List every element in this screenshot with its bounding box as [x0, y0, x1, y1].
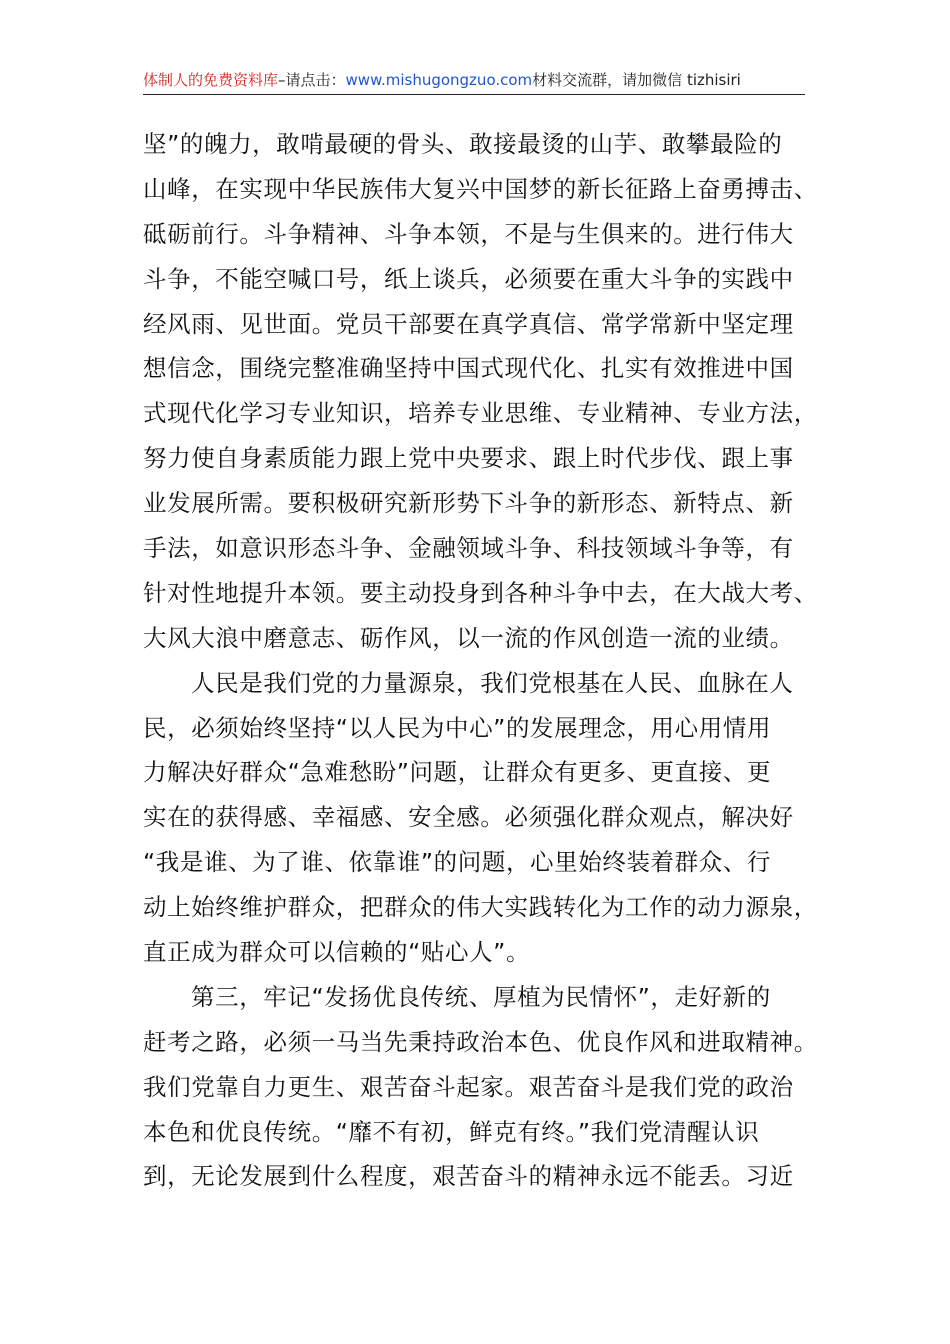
text-line: 斗争，不能空喊口号，纸上谈兵，必须要在重大斗争的实践中 — [143, 264, 794, 293]
text-line: 大风大浪中磨意志、砺作风，以一流的作风创造一流的业绩。 — [143, 623, 794, 652]
page-header — [143, 68, 805, 95]
text-line: 到，无论发展到什么程度，艰苦奋斗的精神永远不能丢。习近 — [143, 1162, 794, 1191]
text-line: 想信念，围绕完整准确坚持中国式现代化、扎实有效推进中国 — [143, 354, 794, 383]
text-line: “我是谁、为了谁、依靠谁”的问题，心里始终装着群众、行 — [143, 848, 772, 877]
document-body — [143, 122, 818, 1199]
text-line: 直正成为群众可以信赖的“贴心人”。 — [143, 938, 531, 967]
text-line: 砥砺前行。斗争精神、斗争本领，不是与生俱来的。进行伟大 — [143, 219, 794, 248]
text-line: 实在的获得感、幸福感、安全感。必须强化群众观点，解决好 — [143, 803, 794, 832]
paragraph-start-line: 第三，牢记“发扬优良传统、厚植为民情怀”，走好新的 — [191, 982, 771, 1011]
paragraph-start-line: 人民是我们党的力量源泉，我们党根基在人民、血脉在人 — [191, 668, 794, 697]
text-line: 式现代化学习专业知识，培养专业思维、专业精神、专业方法， — [143, 399, 818, 428]
text-line: 赶考之路，必须一马当先秉持政治本色、优良作风和进取精神。 — [143, 1027, 818, 1056]
header-brand: 体制人的免费资料库 — [143, 71, 279, 89]
text-line: 业发展所需。要积极研究新形势下斗争的新形态、新特点、新 — [143, 489, 794, 518]
header-tail: 材料交流群，请加微信 tizhisiri — [532, 71, 741, 89]
text-line: 动上始终维护群众，把群众的伟大实践转化为工作的动力源泉， — [143, 893, 818, 922]
text-line: 努力使自身素质能力跟上党中央要求、跟上时代步伐、跟上事 — [143, 444, 794, 473]
text-line: 手法，如意识形态斗争、金融领域斗争、科技领域斗争等，有 — [143, 534, 794, 563]
header-url-link[interactable]: www.mishugongzuo.com — [345, 71, 533, 89]
text-line: 力解决好群众“急难愁盼”问题，让群众有更多、更直接、更 — [143, 758, 772, 787]
header-prompt: –请点击： — [278, 71, 346, 89]
text-line: 本色和优良传统。“靡不有初，鲜克有终。”我们党清醒认识 — [143, 1117, 760, 1146]
text-line: 针对性地提升本领。要主动投身到各种斗争中去，在大战大考、 — [143, 578, 818, 607]
text-line: 我们党靠自力更生、艰苦奋斗起家。艰苦奋斗是我们党的政治 — [143, 1072, 794, 1101]
text-line: 经风雨、见世面。党员干部要在真学真信、常学常新中坚定理 — [143, 309, 794, 338]
text-line: 山峰，在实现中华民族伟大复兴中国梦的新长征路上奋勇搏击、 — [143, 174, 818, 203]
text-line: 民，必须始终坚持“以人民为中心”的发展理念，用心用情用 — [143, 713, 772, 742]
text-line: 坚”的魄力，敢啃最硬的骨头、敢接最烫的山芋、敢攀最险的 — [143, 130, 783, 158]
